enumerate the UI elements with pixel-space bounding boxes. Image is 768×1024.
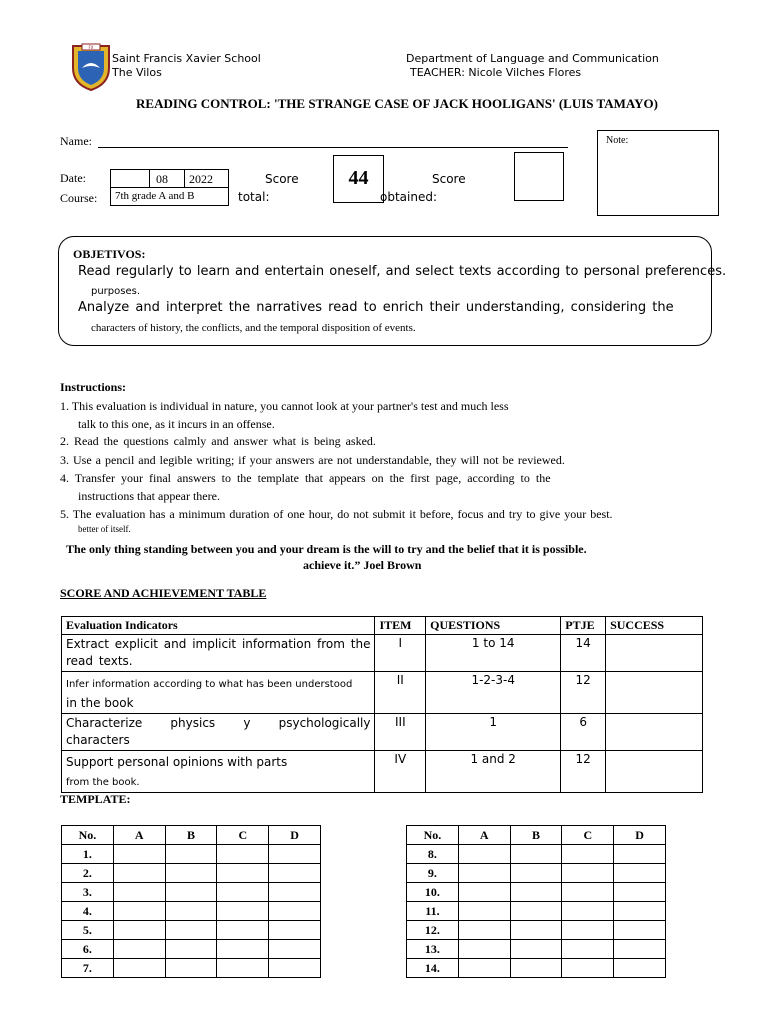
question-number: 8. bbox=[407, 845, 459, 864]
indicator-text-cont: read texts. bbox=[66, 654, 133, 668]
answer-cell-a[interactable] bbox=[113, 902, 165, 921]
success-cell[interactable] bbox=[606, 714, 703, 751]
item-cell: III bbox=[375, 714, 426, 751]
answer-cell-b[interactable] bbox=[510, 845, 562, 864]
answer-cell-b[interactable] bbox=[510, 883, 562, 902]
answer-cell-d[interactable] bbox=[269, 845, 321, 864]
table-row bbox=[62, 751, 703, 793]
objective-2: Analyze and interpret the narratives read to enrich their understanding, considering the bbox=[78, 300, 674, 315]
answer-cell-d[interactable] bbox=[614, 959, 666, 978]
answer-cell-a[interactable] bbox=[113, 940, 165, 959]
answer-cell-b[interactable] bbox=[165, 883, 217, 902]
department: Department of Language and Communication bbox=[406, 52, 659, 65]
answer-cell-d[interactable] bbox=[269, 864, 321, 883]
answer-template-left bbox=[61, 825, 321, 978]
answer-cell-d[interactable] bbox=[269, 940, 321, 959]
answer-cell-d[interactable] bbox=[614, 940, 666, 959]
answer-cell-d[interactable] bbox=[614, 845, 666, 864]
answer-cell-d[interactable] bbox=[269, 883, 321, 902]
questions-cell: 1 to 14 bbox=[426, 635, 561, 672]
answer-cell-c[interactable] bbox=[562, 845, 614, 864]
answer-cell-b[interactable] bbox=[165, 940, 217, 959]
header-item: ITEM bbox=[375, 617, 426, 635]
table-row bbox=[62, 672, 703, 714]
ptje-cell: 6 bbox=[561, 714, 606, 751]
answer-cell-c[interactable] bbox=[562, 921, 614, 940]
question-number: 4. bbox=[62, 902, 114, 921]
answer-cell-c[interactable] bbox=[217, 921, 269, 940]
objective-1-cont: purposes. bbox=[91, 286, 141, 297]
questions-cell: 1 and 2 bbox=[426, 751, 561, 793]
date-day-cell[interactable] bbox=[110, 169, 150, 188]
question-number: 3. bbox=[62, 883, 114, 902]
answer-cell-d[interactable] bbox=[269, 902, 321, 921]
answer-cell-a[interactable] bbox=[113, 959, 165, 978]
note-label: Note: bbox=[606, 135, 629, 146]
answer-cell-a[interactable] bbox=[458, 959, 510, 978]
indicator-text-cont: characters bbox=[66, 733, 130, 747]
svg-text:FX: FX bbox=[88, 45, 94, 50]
answer-cell-b[interactable] bbox=[165, 921, 217, 940]
indicator-text-cont: from the book. bbox=[66, 777, 140, 788]
template-row bbox=[407, 864, 666, 883]
success-cell[interactable] bbox=[606, 635, 703, 672]
indicator-text: Infer information according to what has been understood bbox=[66, 679, 353, 690]
indicator-cell bbox=[62, 751, 375, 793]
question-number: 6. bbox=[62, 940, 114, 959]
answer-cell-b[interactable] bbox=[165, 902, 217, 921]
answer-cell-b[interactable] bbox=[165, 864, 217, 883]
instruction-4: 4. Transfer your final answers to the template that appears on the first page, according to the bbox=[60, 471, 551, 485]
answer-cell-a[interactable] bbox=[113, 921, 165, 940]
answer-cell-a[interactable] bbox=[458, 883, 510, 902]
question-number: 12. bbox=[407, 921, 459, 940]
template-row bbox=[62, 845, 321, 864]
answer-cell-c[interactable] bbox=[217, 959, 269, 978]
quote-line-1: The only thing standing between you and your dream is the will to try and the belief that it is possible. bbox=[66, 542, 587, 556]
ptje-cell: 14 bbox=[561, 635, 606, 672]
date-year: 2022 bbox=[189, 172, 213, 186]
item-cell: II bbox=[375, 672, 426, 714]
instruction-1-cont: talk to this one, as it incurs in an offense. bbox=[78, 417, 275, 431]
indicator-text: Support personal opinions with parts bbox=[66, 755, 288, 769]
answer-cell-a[interactable] bbox=[113, 864, 165, 883]
template-header-cell: C bbox=[217, 826, 269, 845]
success-cell[interactable] bbox=[606, 672, 703, 714]
answer-cell-b[interactable] bbox=[510, 902, 562, 921]
instructions-heading: Instructions: bbox=[60, 380, 127, 394]
item-cell: IV bbox=[375, 751, 426, 793]
header-ptje: PTJE bbox=[561, 617, 606, 635]
table-row bbox=[62, 714, 703, 751]
answer-cell-c[interactable] bbox=[217, 845, 269, 864]
answer-cell-d[interactable] bbox=[614, 883, 666, 902]
template-row bbox=[62, 864, 321, 883]
answer-cell-d[interactable] bbox=[614, 921, 666, 940]
objective-1: Read regularly to learn and entertain oneself, and select texts according to personal preferences. bbox=[78, 264, 727, 279]
header-indicators: Evaluation Indicators bbox=[62, 617, 375, 635]
answer-cell-b[interactable] bbox=[510, 940, 562, 959]
template-row bbox=[62, 902, 321, 921]
name-line[interactable] bbox=[98, 147, 568, 148]
answer-cell-c[interactable] bbox=[217, 902, 269, 921]
template-header-cell: B bbox=[165, 826, 217, 845]
score-obtained-label: Score bbox=[432, 172, 466, 186]
template-row bbox=[62, 921, 321, 940]
success-cell[interactable] bbox=[606, 751, 703, 793]
question-number: 11. bbox=[407, 902, 459, 921]
template-row bbox=[407, 921, 666, 940]
answer-cell-a[interactable] bbox=[458, 902, 510, 921]
answer-cell-b[interactable] bbox=[510, 959, 562, 978]
instruction-2: 2. Read the questions calmly and answer what is being asked. bbox=[60, 434, 376, 448]
header-questions: QUESTIONS bbox=[426, 617, 561, 635]
answer-cell-d[interactable] bbox=[269, 921, 321, 940]
score-total-label-2: total: bbox=[238, 190, 270, 204]
questions-cell: 1-2-3-4 bbox=[426, 672, 561, 714]
ptje-cell: 12 bbox=[561, 672, 606, 714]
document-title: READING CONTROL: 'THE STRANGE CASE OF JACK HOOLIGANS' (LUIS TAMAYO) bbox=[136, 96, 658, 111]
template-header-row bbox=[62, 826, 321, 845]
score-achievement-table bbox=[61, 616, 703, 793]
template-header-cell: D bbox=[269, 826, 321, 845]
template-header-row bbox=[407, 826, 666, 845]
indicator-text: Extract explicit and implicit information from the bbox=[66, 637, 371, 651]
instruction-1: 1. This evaluation is individual in nature, you cannot look at your partner's test and much less bbox=[60, 399, 509, 413]
name-label: Name: bbox=[60, 134, 92, 148]
template-header-cell: C bbox=[562, 826, 614, 845]
question-number: 10. bbox=[407, 883, 459, 902]
table-row bbox=[62, 635, 703, 672]
answer-template-right bbox=[406, 825, 666, 978]
course-label: Course: bbox=[60, 191, 98, 205]
school-name: Saint Francis Xavier School bbox=[112, 52, 261, 65]
ptje-cell: 12 bbox=[561, 751, 606, 793]
quote-line-2: achieve it.” Joel Brown bbox=[303, 558, 422, 572]
date-month-cell[interactable] bbox=[149, 169, 185, 188]
header-success: SUCCESS bbox=[606, 617, 703, 635]
instruction-5: 5. The evaluation has a minimum duration of one hour, do not submit it before, focus and try to give your best. bbox=[60, 507, 613, 521]
table-header-row bbox=[62, 617, 703, 635]
note-box[interactable] bbox=[597, 130, 719, 216]
answer-cell-c[interactable] bbox=[217, 883, 269, 902]
template-row bbox=[407, 940, 666, 959]
answer-cell-c[interactable] bbox=[562, 864, 614, 883]
instruction-3: 3. Use a pencil and legible writing; if your answers are not understandable, they will not be reviewed. bbox=[60, 453, 565, 467]
template-header-cell: B bbox=[510, 826, 562, 845]
answer-cell-c[interactable] bbox=[217, 864, 269, 883]
date-label: Date: bbox=[60, 171, 86, 185]
template-header-cell: A bbox=[113, 826, 165, 845]
template-row bbox=[62, 959, 321, 978]
answer-cell-c[interactable] bbox=[562, 959, 614, 978]
objective-2-cont: characters of history, the conflicts, and the temporal disposition of events. bbox=[91, 322, 416, 334]
question-number: 5. bbox=[62, 921, 114, 940]
template-row bbox=[407, 902, 666, 921]
answer-cell-c[interactable] bbox=[217, 940, 269, 959]
template-title: TEMPLATE: bbox=[60, 792, 131, 806]
answer-cell-c[interactable] bbox=[562, 883, 614, 902]
score-obtained-box[interactable] bbox=[514, 152, 564, 201]
item-cell: I bbox=[375, 635, 426, 672]
questions-cell: 1 bbox=[426, 714, 561, 751]
question-number: 13. bbox=[407, 940, 459, 959]
question-number: 2. bbox=[62, 864, 114, 883]
template-row bbox=[407, 883, 666, 902]
question-number: 7. bbox=[62, 959, 114, 978]
course-cell[interactable] bbox=[110, 187, 229, 206]
template-row bbox=[62, 940, 321, 959]
score-total-value: 44 bbox=[348, 167, 369, 189]
school-city: The Vilos bbox=[112, 66, 162, 79]
template-row bbox=[407, 959, 666, 978]
question-number: 9. bbox=[407, 864, 459, 883]
indicator-cell bbox=[62, 635, 375, 672]
score-total-box bbox=[333, 155, 384, 203]
answer-cell-a[interactable] bbox=[113, 845, 165, 864]
answer-cell-d[interactable] bbox=[614, 902, 666, 921]
score-total-label: Score bbox=[265, 172, 299, 186]
template-header-cell: No. bbox=[407, 826, 459, 845]
template-row bbox=[62, 883, 321, 902]
score-obtained-label-2: obtained: bbox=[380, 190, 437, 204]
indicator-cell bbox=[62, 672, 375, 714]
answer-cell-c[interactable] bbox=[562, 902, 614, 921]
answer-cell-d[interactable] bbox=[614, 864, 666, 883]
question-number: 1. bbox=[62, 845, 114, 864]
answer-cell-b[interactable] bbox=[510, 864, 562, 883]
answer-cell-a[interactable] bbox=[113, 883, 165, 902]
course-value: 7th grade A and B bbox=[115, 190, 195, 202]
answer-cell-a[interactable] bbox=[458, 921, 510, 940]
answer-cell-d[interactable] bbox=[269, 959, 321, 978]
answer-cell-b[interactable] bbox=[165, 959, 217, 978]
template-row bbox=[407, 845, 666, 864]
answer-cell-a[interactable] bbox=[458, 864, 510, 883]
score-table-title: SCORE AND ACHIEVEMENT TABLE bbox=[60, 586, 267, 600]
answer-cell-b[interactable] bbox=[510, 921, 562, 940]
instruction-4-cont: instructions that appear there. bbox=[78, 489, 220, 503]
instruction-5-cont: better of itself. bbox=[78, 524, 131, 534]
indicator-cell bbox=[62, 714, 375, 751]
teacher: TEACHER: Nicole Vilches Flores bbox=[410, 66, 582, 79]
template-header-cell: D bbox=[614, 826, 666, 845]
question-number: 14. bbox=[407, 959, 459, 978]
date-year-cell[interactable] bbox=[184, 169, 229, 188]
indicator-text-cont: in the book bbox=[66, 696, 134, 710]
indicator-text: Characterize physics y psychologically bbox=[66, 716, 371, 730]
answer-cell-c[interactable] bbox=[562, 940, 614, 959]
answer-cell-b[interactable] bbox=[165, 845, 217, 864]
template-header-cell: No. bbox=[62, 826, 114, 845]
answer-cell-a[interactable] bbox=[458, 845, 510, 864]
objectives-heading: OBJETIVOS: bbox=[73, 247, 146, 261]
answer-cell-a[interactable] bbox=[458, 940, 510, 959]
school-crest bbox=[70, 42, 112, 92]
date-month: 08 bbox=[156, 172, 168, 186]
template-header-cell: A bbox=[458, 826, 510, 845]
